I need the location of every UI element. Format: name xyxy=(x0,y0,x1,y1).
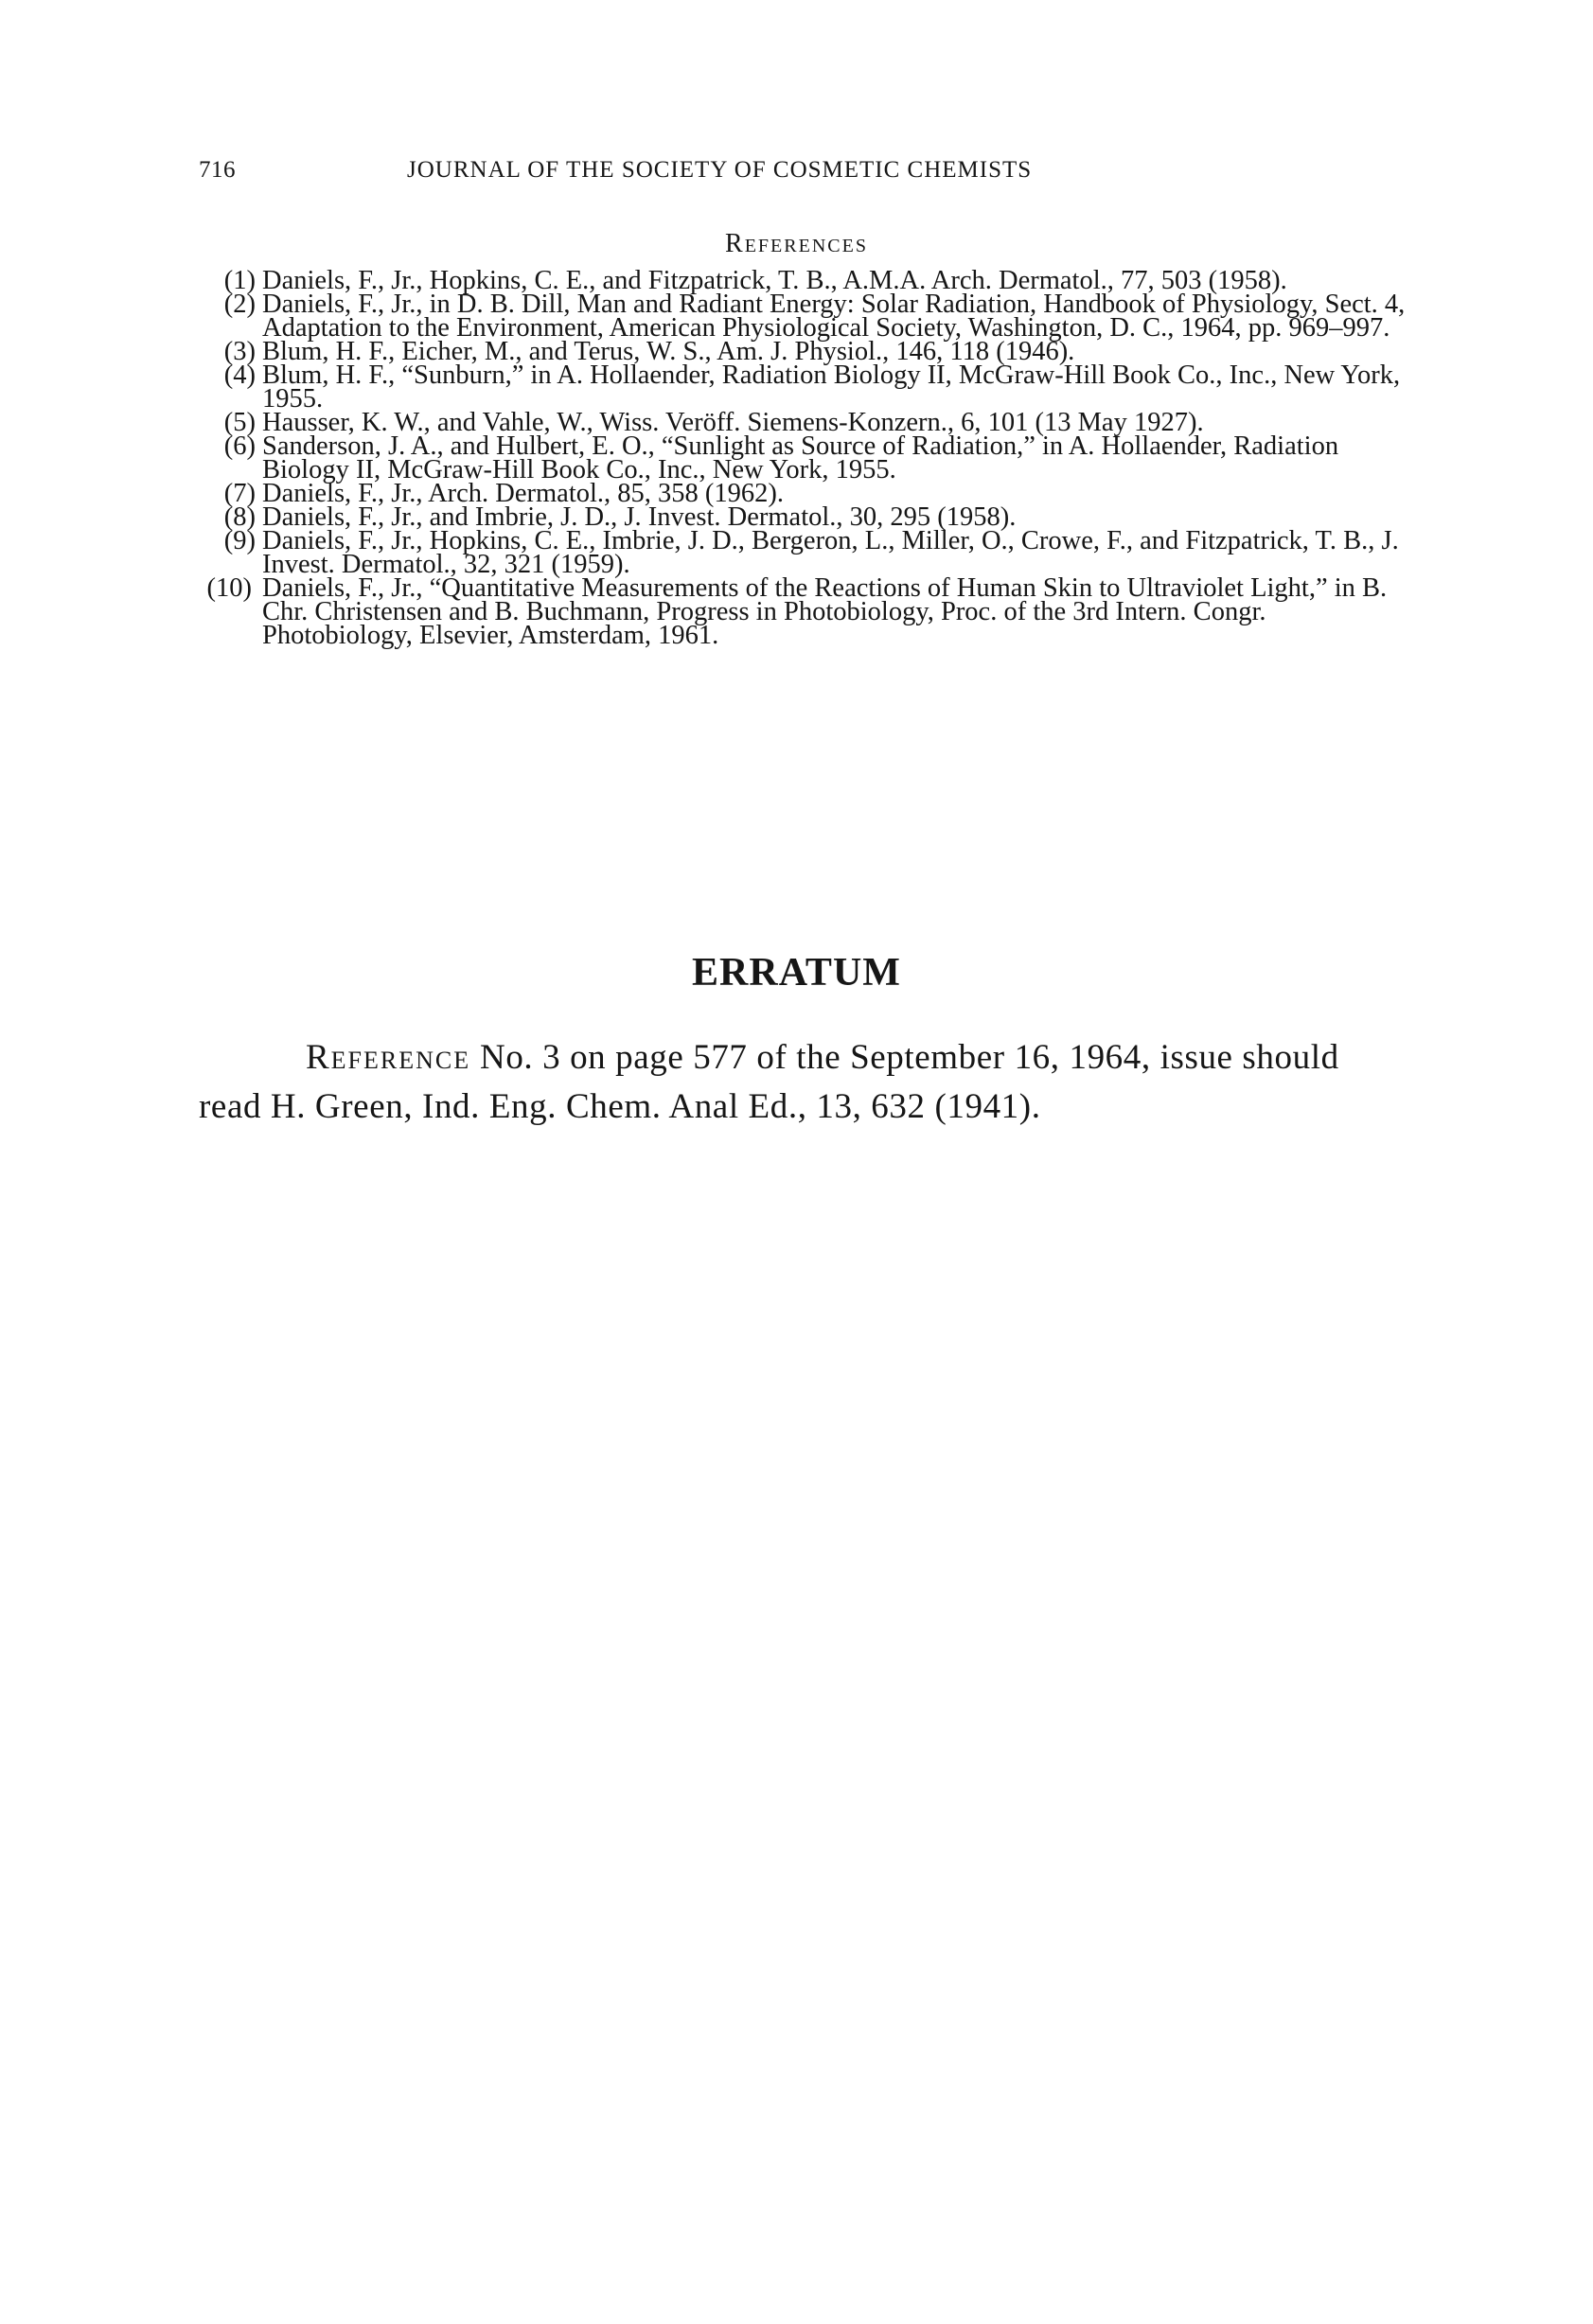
page-number: 716 xyxy=(199,157,236,183)
reference-text: Daniels, F., Jr., Arch. Dermatol., 85, 358 (1962). xyxy=(262,479,785,508)
reference-number: (7) xyxy=(223,479,256,508)
reference-text: Daniels, F., Jr., Hopkins, C. E., Imbrie, J. D., Bergeron, L., Miller, O., Crowe, F., and Fitzpatrick, T. B., J. Invest. Dermatol., 32, 321 (1959). xyxy=(262,526,1399,579)
reference-text: Daniels, F., Jr., “Quantitative Measurements of the Reactions of Human Skin to Ultraviolet Light,” in B. Chr. Christensen and B. Buchmann, Progress in Photobiology, Proc. of the 3rd Intern. Congr. Photobiology, Elsevier, Amsterdam, 1961. xyxy=(262,573,1388,650)
reference-text: Daniels, F., Jr., in D. B. Dill, Man and Radiant Energy: Solar Radiation, Handbook of Physiology, Sect. 4, Adaptation to the Environment, American Physiological Society, Washington, D. C., 1964, pp. 969–997. xyxy=(262,290,1406,343)
erratum-text: No. 3 on page 577 of the September 16, 1964, issue should read H. Green, Ind. Eng. Chem. Anal Ed., 13, 632 (1941). xyxy=(199,1038,1339,1126)
reference-item xyxy=(189,361,1406,414)
reference-text: Sanderson, J. A., and Hulbert, E. O., “Sunlight as Source of Radiation,” in A. Hollaender, Radiation Biology II, McGraw-Hill Book Co., Inc., New York, 1955. xyxy=(262,431,1339,484)
reference-number: (10) xyxy=(206,573,252,603)
erratum-title: ERRATUM xyxy=(692,951,901,995)
reference-text: Daniels, F., Jr., and Imbrie, J. D., J. Invest. Dermatol., 30, 295 (1958). xyxy=(262,502,1017,532)
references-list xyxy=(189,266,1406,650)
reference-item xyxy=(189,290,1406,343)
reference-number: (6) xyxy=(223,431,256,461)
reference-item xyxy=(189,526,1406,579)
reference-text: Blum, H. F., “Sunburn,” in A. Hollaender, Radiation Biology II, McGraw-Hill Book Co., Inc., New York, 1955. xyxy=(262,361,1401,414)
reference-text: Daniels, F., Jr., Hopkins, C. E., and Fitzpatrick, T. B., A.M.A. Arch. Dermatol., 77, 503 (1958). xyxy=(262,266,1287,295)
reference-number: (5) xyxy=(223,408,256,437)
reference-number: (3) xyxy=(223,337,256,366)
references-heading: References xyxy=(725,229,868,258)
reference-number: (2) xyxy=(223,290,256,319)
reference-number: (4) xyxy=(223,361,256,390)
reference-number: (8) xyxy=(223,502,256,532)
reference-text: Blum, H. F., Eicher, M., and Terus, W. S., Am. J. Physiol., 146, 118 (1946). xyxy=(262,337,1075,366)
reference-number: (1) xyxy=(223,266,256,295)
running-head-journal-title: JOURNAL OF THE SOCIETY OF COSMETIC CHEMISTS xyxy=(407,157,1033,183)
erratum-body xyxy=(199,1033,1401,1132)
reference-item xyxy=(189,573,1406,650)
erratum-label: Reference xyxy=(306,1038,471,1077)
reference-number: (9) xyxy=(223,526,256,555)
reference-text: Hausser, K. W., and Vahle, W., Wiss. Veröff. Siemens-Konzern., 6, 101 (13 May 1927). xyxy=(262,408,1204,437)
reference-item xyxy=(189,431,1406,484)
